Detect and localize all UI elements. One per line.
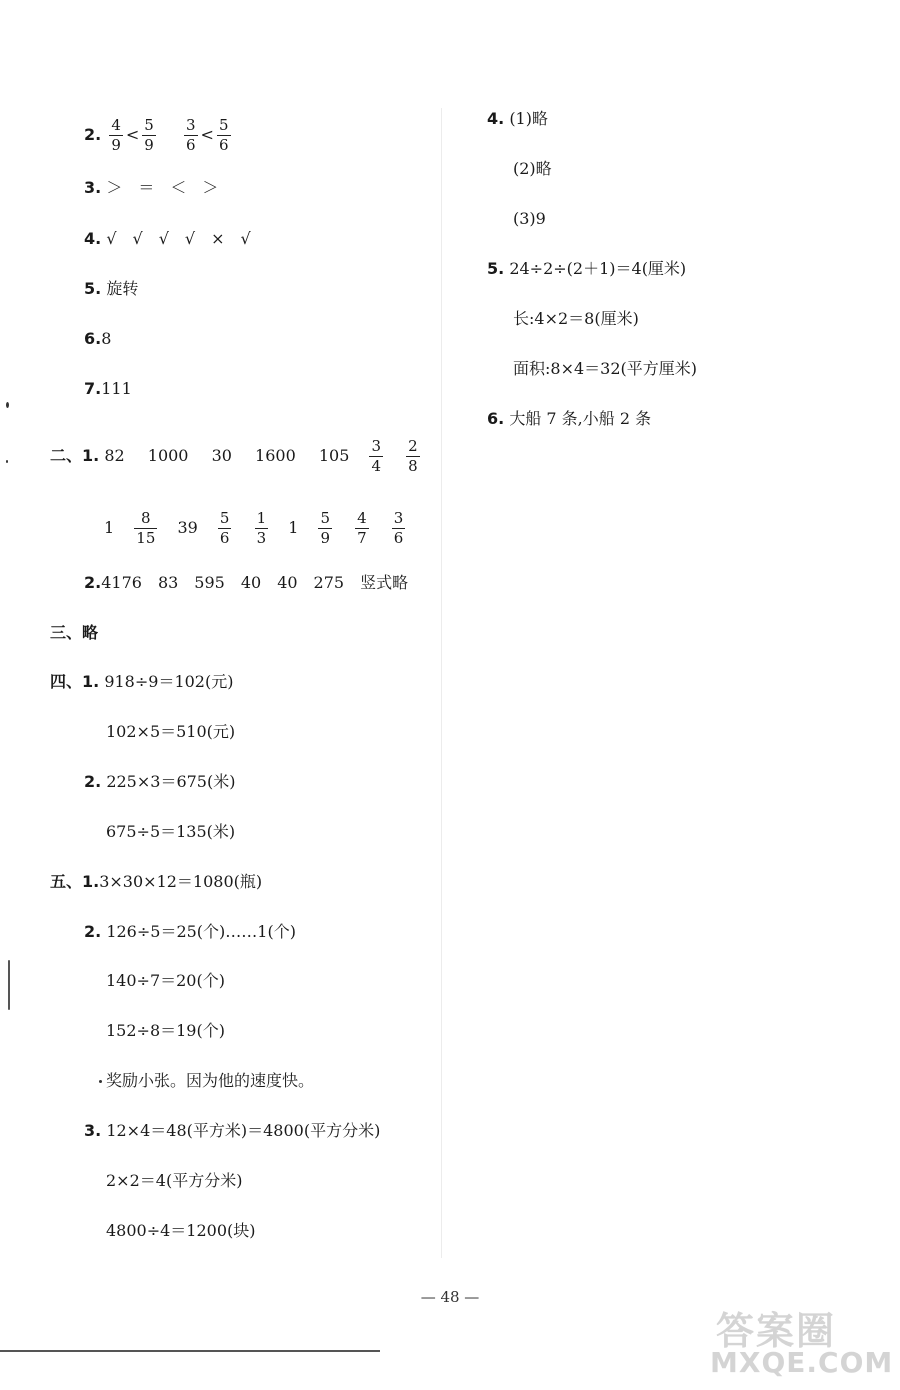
right-line: (3)9 [513, 209, 546, 228]
scan-speck [8, 960, 10, 1010]
fraction: $\frac{3}{6}$ [186, 116, 196, 154]
right-answer-4: 4. (1)略 [487, 109, 548, 128]
section-4-answer-2: 2. 225×3＝675(米) [84, 772, 236, 791]
fraction: $\frac{2}{8}$ [408, 437, 418, 475]
bottom-rule [0, 1350, 380, 1352]
watermark-logo: 答案圈 MXQE.COM [710, 1309, 894, 1379]
scan-speck [6, 402, 9, 408]
fraction: $\frac{3}{4}$ [371, 437, 382, 475]
answer-7: 7.111 [84, 379, 132, 398]
section-5-answer-2: 2. 126÷5＝25(个)……1(个) [84, 922, 296, 941]
fraction: $\frac{5}{9}$ [320, 509, 331, 547]
section-4-line: 102×5＝510(元) [106, 722, 236, 741]
section-2-row-1: 二、1. 82 1000 30 1600 105 $\frac{3}{4}$ $\frac{2}{8}$ [50, 437, 418, 475]
column-divider [441, 108, 442, 1258]
item-number: 2. [84, 125, 102, 144]
section-label: 二、1. [50, 446, 100, 465]
section-5-answer-3: 3. 12×4＝48(平方米)＝4800(平方分米) [84, 1121, 381, 1140]
right-line: 面积:8×4＝32(平方厘米) [513, 359, 698, 378]
fraction: $\frac{8}{15}$ [136, 509, 156, 547]
right-line: 长:4×2＝8(厘米) [513, 309, 639, 328]
section-4-answer-1: 四、1. 918÷9＝102(元) [50, 672, 234, 691]
section-5-line: 152÷8＝19(个) [106, 1021, 225, 1040]
less-than-sign: < [125, 125, 140, 144]
section-4-line: 675÷5＝135(米) [106, 822, 236, 841]
section-5-line: 4800÷4＝1200(块) [106, 1221, 256, 1240]
fraction: $\frac{4}{7}$ [357, 509, 367, 547]
fraction: $\frac{1}{3}$ [256, 509, 267, 547]
fraction: $\frac{4}{9}$ [111, 116, 121, 154]
right-line: (2)略 [513, 159, 552, 178]
page-number: — 48 — [420, 1288, 480, 1306]
section-2-answer-2: 2.4176 83 595 40 40 275 竖式略 [84, 573, 409, 592]
answer-2 [84, 117, 234, 154]
scan-speck [6, 460, 8, 463]
answer-3: 3. ＞ ＝ ＜ ＞ [84, 178, 219, 197]
fraction: $\frac{5}{6}$ [219, 509, 230, 547]
answer-5: 5. 旋转 [84, 279, 139, 298]
section-5-line: 奖励小张。因为他的速度快。 [106, 1071, 315, 1090]
right-answer-6: 6. 大船 7 条,小船 2 条 [487, 409, 652, 428]
section-2-row-2: 1 $\frac{8}{15}$ 39 $\frac{5}{6}$ $\frac{1}{3}$ 1 $\frac{5}{9}$ $\frac{4}{7}$ $\frac{3}{6}$ [104, 509, 404, 547]
scan-speck [99, 1080, 102, 1083]
section-5-answer-1: 五、1.3×30×12＝1080(瓶) [50, 872, 263, 891]
section-5-line: 140÷7＝20(个) [106, 971, 225, 990]
section-5-line: 2×2＝4(平方分米) [106, 1171, 243, 1190]
answer-6: 6.8 [84, 329, 112, 348]
right-answer-5: 5. 24÷2÷(2＋1)＝4(厘米) [487, 259, 687, 278]
less-than-sign: < [200, 125, 214, 144]
answer-4: 4. √ √ √ √ × √ [84, 229, 251, 248]
fraction: $\frac{5}{6}$ [218, 116, 229, 154]
fraction: $\frac{3}{6}$ [393, 509, 404, 547]
fraction: $\frac{5}{9}$ [144, 116, 154, 154]
section-3: 三、略 [50, 623, 99, 642]
